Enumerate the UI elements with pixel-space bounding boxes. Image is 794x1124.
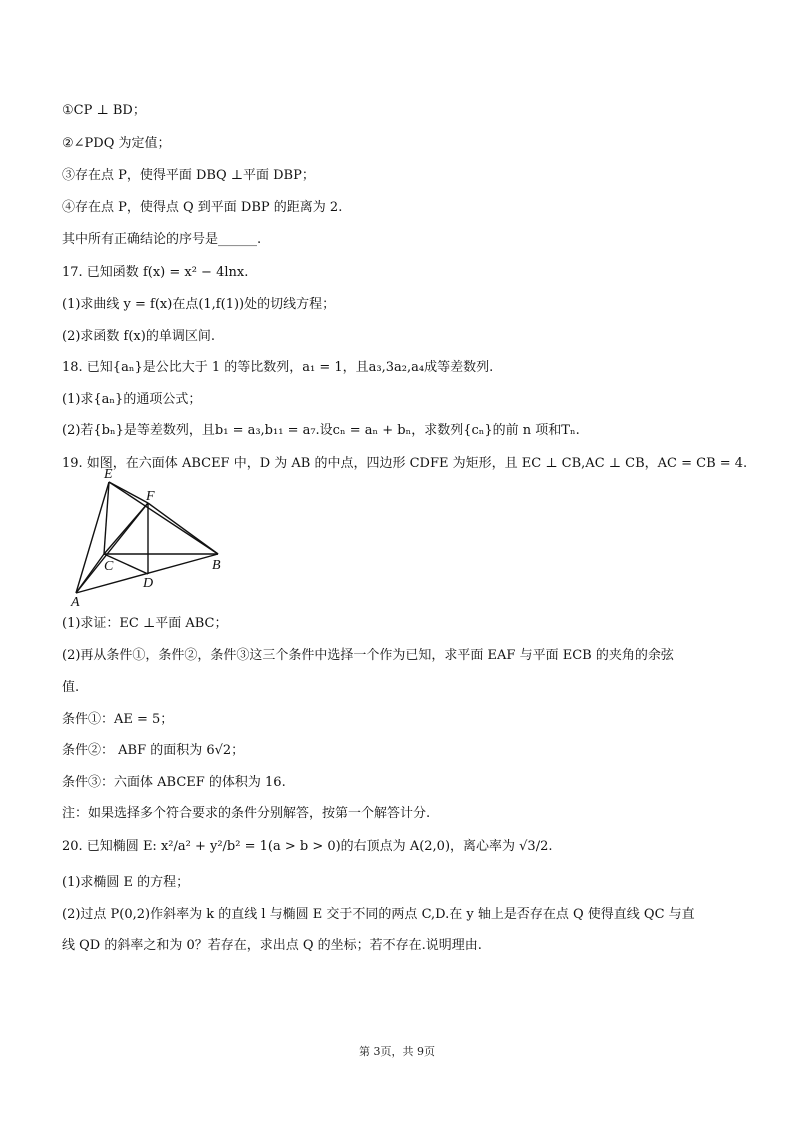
condition-3: 条件③：六面体 ABCEF 的体积为 16. [62, 775, 286, 790]
condition-2: 条件②： ABF 的面积为 6√2； [62, 743, 245, 758]
line-11: (2)若{bₙ}是等差数列，且b₁ = a₃,b₁₁ = a₇.设cₙ = aₙ + bₙ，求数列{cₙ}的前 n 项和Tₙ. [62, 423, 580, 438]
line-3: ③存在点 P，使得平面 DBQ ⊥平面 DBP； [62, 168, 315, 183]
problem-19: 19. 如图，在六面体 ABCEF 中，D 为 AB 的中点，四边形 CDFE 为矩形，且 EC ⊥ CB,AC ⊥ CB，AC = CB = 4. [62, 456, 748, 471]
line-2: ②∠PDQ 为定值； [62, 136, 171, 151]
page-footer: 第 3页，共 9页 [359, 1045, 435, 1058]
note: 注：如果选择多个符合要求的条件分别解答，按第一个解答计分. [62, 806, 431, 821]
label-A: A [71, 595, 80, 608]
problem-18: 18. 已知{aₙ}是公比大于 1 的等比数列，a₁ = 1，且a₃,3a₂,a₄成等差数列. [62, 360, 494, 375]
hexahedron-figure [64, 466, 240, 608]
line-22: (2)过点 P(0,2)作斜率为 k 的直线 l 与椭圆 E 交于不同的两点 C,D.在 y 轴上是否存在点 Q 使得直线 QC 与直 [62, 907, 695, 922]
line-7: (1)求曲线 y = f(x)在点(1,f(1))处的切线方程； [62, 297, 336, 312]
label-F: F [146, 489, 155, 504]
label-B: B [212, 558, 221, 573]
label-D: D [143, 576, 154, 591]
line-21: (1)求椭圆 E 的方程； [62, 875, 190, 890]
label-E: E [104, 467, 113, 482]
line-13: (1)求证：EC ⊥平面 ABC； [62, 616, 228, 631]
problem-20: 20. 已知椭圆 E: x²/a² + y²/b² = 1(a > b > 0)的右顶点为 A(2,0)，离心率为 √3/2. [62, 839, 553, 854]
line-14: (2)再从条件①，条件②，条件③这三个条件中选择一个作为已知，求平面 EAF 与平面 ECB 的夹角的余弦 [62, 648, 674, 663]
label-C: C [104, 559, 114, 574]
problem-17: 17. 已知函数 f(x) = x² − 4lnx. [62, 265, 249, 280]
line-15: 值. [62, 680, 80, 695]
line-5: 其中所有正确结论的序号是______. [62, 232, 262, 247]
condition-1: 条件①：AE = 5； [62, 712, 174, 727]
line-1: ①CP ⊥ BD； [62, 103, 146, 118]
line-23: 线 QD 的斜率之和为 0？若存在，求出点 Q 的坐标；若不存在.说明理由. [62, 938, 482, 953]
line-4: ④存在点 P，使得点 Q 到平面 DBP 的距离为 2. [62, 200, 343, 215]
line-8: (2)求函数 f(x)的单调区间. [62, 329, 215, 344]
line-10: (1)求{aₙ}的通项公式； [62, 392, 202, 407]
